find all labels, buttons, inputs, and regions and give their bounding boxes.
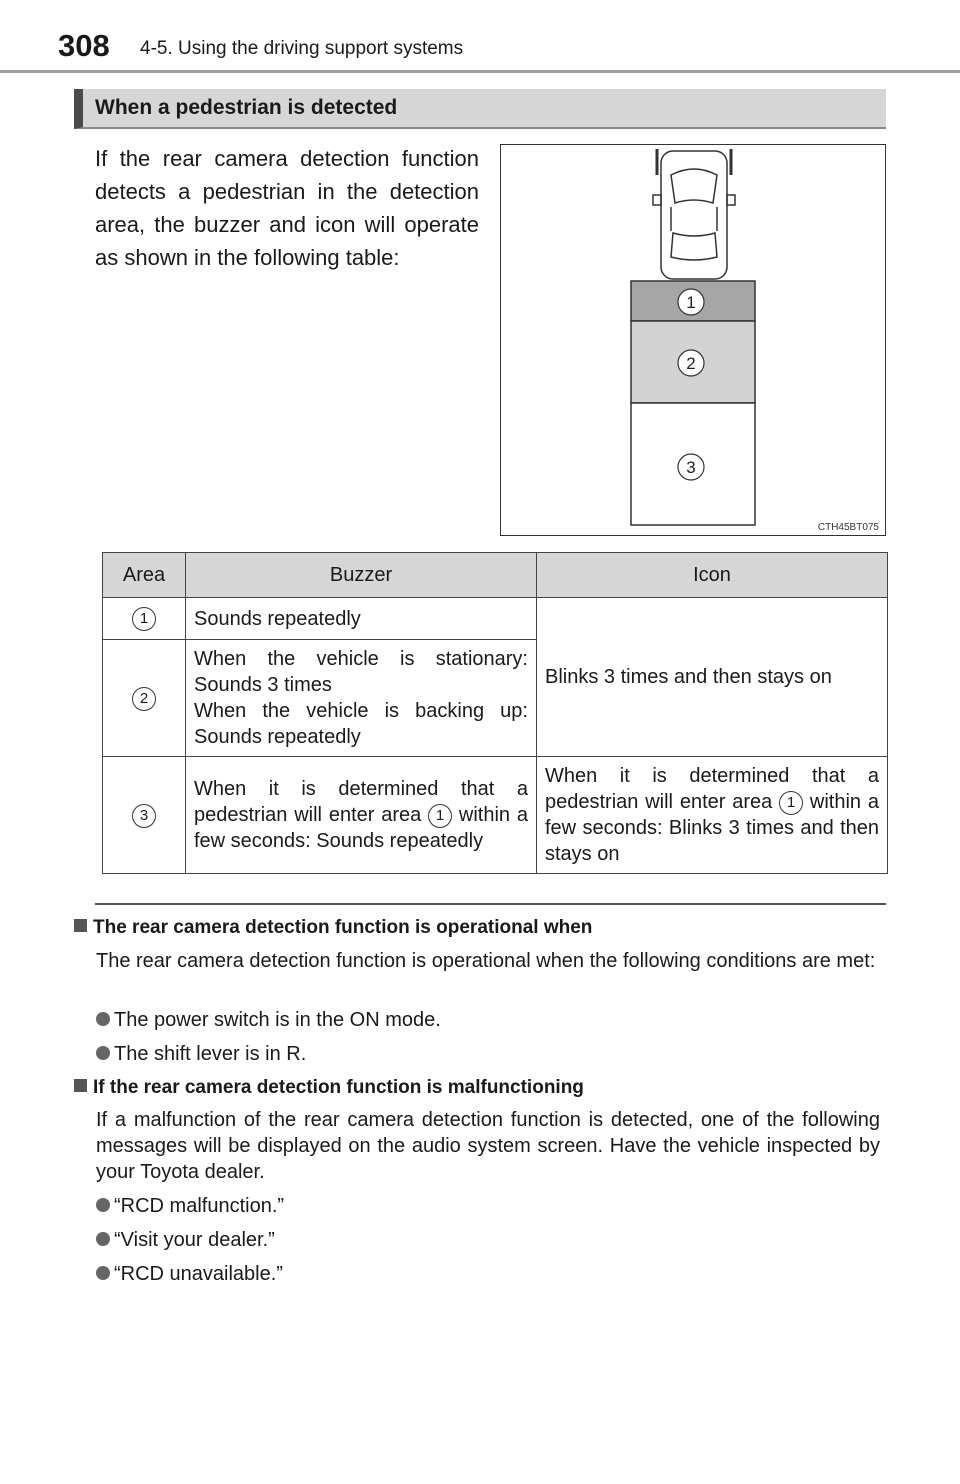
section-divider xyxy=(95,903,886,905)
list-item-text: The shift lever is in R. xyxy=(114,1043,307,1065)
header-buzzer: Buzzer xyxy=(186,553,537,598)
buzzer-line: When the vehicle is backing up: Sounds repeatedly xyxy=(194,700,528,748)
area-ref-number: 1 xyxy=(779,791,803,815)
bullet-dot-icon xyxy=(96,1198,110,1212)
area-cell xyxy=(103,757,186,874)
buzzer-text: within a few seconds: Sounds repeatedly xyxy=(194,804,528,852)
list-item-text: “Visit your dealer.” xyxy=(114,1229,275,1251)
malfunction-heading xyxy=(74,1077,584,1099)
buzzer-cell xyxy=(186,757,537,874)
malfunction-paragraph: If a malfunction of the rear camera detection function is detected, one of the following messages will be displayed on the audio system screen. Have the vehicle inspected by your Toyota dealer. xyxy=(96,1109,880,1183)
list-item-text: “RCD unavailable.” xyxy=(114,1263,283,1285)
operational-heading-text: The rear camera detection function is operational when xyxy=(93,917,593,938)
square-bullet-icon xyxy=(74,919,87,932)
car-top-view-icon xyxy=(653,149,735,279)
icon-text: When it is determined that a pedestrian will enter area xyxy=(545,765,879,813)
buzzer-cell xyxy=(186,640,537,757)
area-number-2: 2 xyxy=(132,687,156,711)
header-icon: Icon xyxy=(537,553,888,598)
buzzer-text: When it is determined that a pedestrian will enter area xyxy=(194,778,528,826)
operational-paragraph: The rear camera detection function is operational when the following conditions are met: xyxy=(96,950,876,972)
icon-text: within a few seconds: Blinks 3 times and then stays on xyxy=(545,791,879,865)
section-heading xyxy=(74,89,886,129)
buzzer-line: When the vehicle is stationary: Sounds 3 times xyxy=(194,648,528,696)
list-item-text: “RCD malfunction.” xyxy=(114,1195,285,1217)
intro-paragraph: If the rear camera detection function detects a pedestrian in the detection area, the buzzer and icon will operate as shown in the following table: xyxy=(95,146,479,270)
bullet-dot-icon xyxy=(96,1046,110,1060)
buzzer-cell: Sounds repeatedly xyxy=(186,598,537,640)
table-row xyxy=(103,757,888,874)
square-bullet-icon xyxy=(74,1079,87,1092)
area-number-1: 1 xyxy=(132,607,156,631)
icon-cell xyxy=(537,757,888,874)
area-3-label: 3 xyxy=(686,458,696,477)
header-rule xyxy=(0,70,960,73)
list-item xyxy=(96,1009,441,1032)
table-row xyxy=(103,598,888,640)
bullet-dot-icon xyxy=(96,1012,110,1026)
list-item xyxy=(96,1263,283,1286)
detection-area-diagram xyxy=(501,145,885,535)
section-title: When a pedestrian is detected xyxy=(95,96,398,119)
area-2-label: 2 xyxy=(686,354,696,373)
operational-heading xyxy=(74,917,592,939)
bullet-dot-icon xyxy=(96,1232,110,1246)
list-item xyxy=(96,1229,275,1252)
bullet-dot-icon xyxy=(96,1266,110,1280)
list-item xyxy=(96,1043,306,1066)
chapter-title: 4-5. Using the driving support systems xyxy=(140,38,464,59)
page-number: 308 xyxy=(58,28,110,63)
pedestrian-response-table xyxy=(102,552,888,874)
figure-code: CTH45BT075 xyxy=(817,522,879,533)
icon-cell-merged: Blinks 3 times and then stays on xyxy=(537,598,888,757)
area-cell xyxy=(103,598,186,640)
malfunction-heading-text: If the rear camera detection function is malfunctioning xyxy=(93,1077,584,1098)
area-number-3: 3 xyxy=(132,804,156,828)
table-header-row xyxy=(103,553,888,598)
area-ref-number: 1 xyxy=(428,804,452,828)
header-area: Area xyxy=(103,553,186,598)
area-cell xyxy=(103,640,186,757)
list-item-text: The power switch is in the ON mode. xyxy=(114,1009,441,1031)
detection-area-figure xyxy=(500,144,886,536)
area-1-label: 1 xyxy=(686,293,696,312)
list-item xyxy=(96,1195,284,1218)
